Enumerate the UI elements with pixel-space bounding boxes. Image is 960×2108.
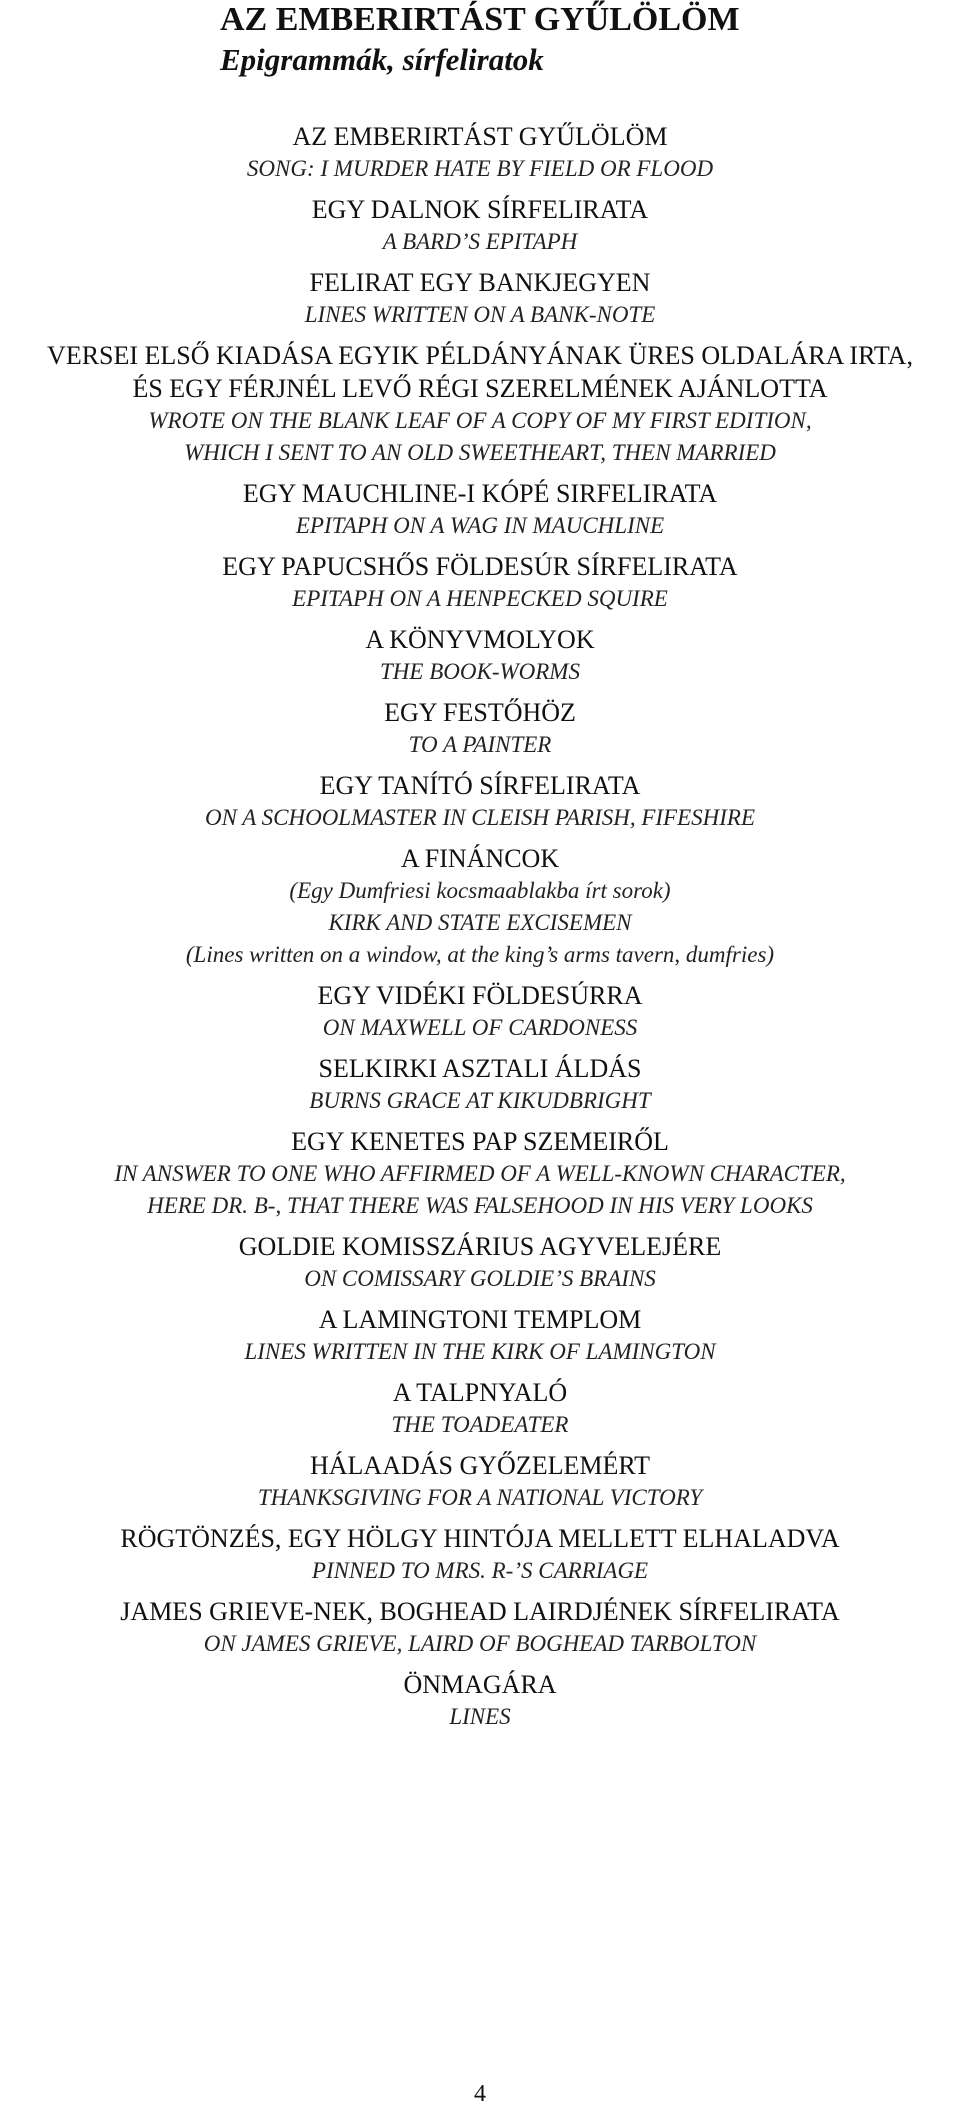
entry-subtitle: IN ANSWER TO ONE WHO AFFIRMED OF A WELL-KNOWN CHARACTER, — [114, 1161, 846, 1186]
toc-entry — [0, 1052, 960, 1117]
toc-entry — [0, 623, 960, 688]
entry-title: ÉS EGY FÉRJNÉL LEVŐ RÉGI SZERELMÉNEK AJÁNLOTTA — [132, 374, 828, 403]
entry-title: HÁLAADÁS GYŐZELEMÉRT — [309, 1451, 651, 1480]
entry-subtitle: ON A SCHOOLMASTER IN CLEISH PARISH, FIFESHIRE — [204, 805, 756, 830]
entry-subtitle: BURNS GRACE AT KIKUDBRIGHT — [309, 1088, 651, 1113]
entry-subtitle: LINES WRITTEN ON A BANK-NOTE — [304, 302, 656, 327]
entry-subtitle: ON JAMES GRIEVE, LAIRD OF BOGHEAD TARBOLTON — [203, 1631, 757, 1656]
entry-title: SELKIRKI ASZTALI ÁLDÁS — [318, 1054, 642, 1083]
toc-entry — [0, 1449, 960, 1514]
entry-title: EGY TANÍTÓ SÍRFELIRATA — [319, 771, 641, 800]
toc-entry — [0, 266, 960, 331]
toc-entry — [0, 1668, 960, 1733]
toc-entry — [0, 979, 960, 1044]
entry-title: A KÖNYVMOLYOK — [365, 625, 595, 654]
entry-subtitle: WROTE ON THE BLANK LEAF OF A COPY OF MY FIRST EDITION, — [148, 408, 812, 433]
toc-entry — [0, 842, 960, 971]
entry-subtitle: A BARD’S EPITAPH — [382, 229, 578, 254]
entry-subtitle: EPITAPH ON A WAG IN MAUCHLINE — [295, 513, 665, 538]
entry-subtitle: ON MAXWELL OF CARDONESS — [322, 1015, 638, 1040]
entry-title: A TALPNYALÓ — [392, 1378, 568, 1407]
entry-subtitle: SONG: I MURDER HATE BY FIELD OR FLOOD — [246, 156, 714, 181]
toc-entry — [0, 477, 960, 542]
toc-entry — [0, 696, 960, 761]
entry-subtitle: (Egy Dumfriesi kocsmaablakba írt sorok) — [289, 878, 671, 903]
entry-subtitle: WHICH I SENT TO AN OLD SWEETHEART, THEN MARRIED — [184, 440, 776, 465]
toc-entry — [0, 193, 960, 258]
toc-entry — [0, 1376, 960, 1441]
entry-subtitle: ON COMISSARY GOLDIE’S BRAINS — [304, 1266, 656, 1291]
entry-title: RÖGTÖNZÉS, EGY HÖLGY HINTÓJA MELLETT ELHALADVA — [120, 1524, 840, 1553]
entry-subtitle: TO A PAINTER — [408, 732, 552, 757]
toc-entry — [0, 1125, 960, 1222]
entry-subtitle: HERE DR. B-, THAT THERE WAS FALSEHOOD IN HIS VERY LOOKS — [147, 1193, 813, 1218]
entry-title: VERSEI ELSŐ KIADÁSA EGYIK PÉLDÁNYÁNAK ÜRES OLDALÁRA IRTA, — [47, 341, 913, 370]
entry-title: AZ EMBERIRTÁST GYŰLÖLÖM — [292, 122, 668, 151]
entry-subtitle: LINES — [449, 1704, 511, 1729]
table-of-contents — [0, 120, 960, 1741]
document-title: AZ EMBERIRTÁST GYŰLÖLÖM — [220, 1, 740, 38]
toc-entry — [0, 1303, 960, 1368]
entry-title: EGY DALNOK SÍRFELIRATA — [311, 195, 649, 224]
entry-title: EGY KENETES PAP SZEMEIRŐL — [291, 1127, 669, 1156]
toc-entry — [0, 339, 960, 469]
toc-entry — [0, 120, 960, 185]
entry-subtitle: PINNED TO MRS. R-’S CARRIAGE — [311, 1558, 649, 1583]
entry-title: A LAMINGTONI TEMPLOM — [318, 1305, 642, 1334]
entry-subtitle: (Lines written on a window, at the king’s arms tavern, dumfries) — [185, 942, 775, 967]
entry-title: EGY VIDÉKI FÖLDESÚRRA — [317, 981, 643, 1010]
entry-title: EGY FESTŐHÖZ — [384, 698, 576, 727]
entry-title: EGY PAPUCSHŐS FÖLDESÚR SÍRFELIRATA — [222, 552, 738, 581]
toc-entry — [0, 550, 960, 615]
entry-title: A FINÁNCOK — [400, 844, 560, 873]
page-number: 4 — [474, 2081, 486, 2107]
toc-entry — [0, 1230, 960, 1295]
toc-entry — [0, 1522, 960, 1587]
entry-subtitle: THANKSGIVING FOR A NATIONAL VICTORY — [257, 1485, 703, 1510]
toc-entry — [0, 769, 960, 834]
document-header — [220, 0, 920, 80]
entry-subtitle: KIRK AND STATE EXCISEMEN — [328, 910, 632, 935]
entry-title: FELIRAT EGY BANKJEGYEN — [309, 268, 651, 297]
entry-subtitle: THE TOADEATER — [391, 1412, 569, 1437]
entry-title: GOLDIE KOMISSZÁRIUS AGYVELEJÉRE — [238, 1232, 722, 1261]
entry-subtitle: THE BOOK-WORMS — [380, 659, 580, 684]
entry-title: ÖNMAGÁRA — [403, 1670, 557, 1699]
toc-entry — [0, 1595, 960, 1660]
entry-title: JAMES GRIEVE-NEK, BOGHEAD LAIRDJÉNEK SÍRFELIRATA — [120, 1597, 840, 1626]
entry-subtitle: LINES WRITTEN IN THE KIRK OF LAMINGTON — [244, 1339, 716, 1364]
document-subtitle: Epigrammák, sírfeliratok — [220, 42, 544, 77]
entry-subtitle: EPITAPH ON A HENPECKED SQUIRE — [292, 586, 668, 611]
entry-title: EGY MAUCHLINE-I KÓPÉ SIRFELIRATA — [242, 479, 718, 508]
